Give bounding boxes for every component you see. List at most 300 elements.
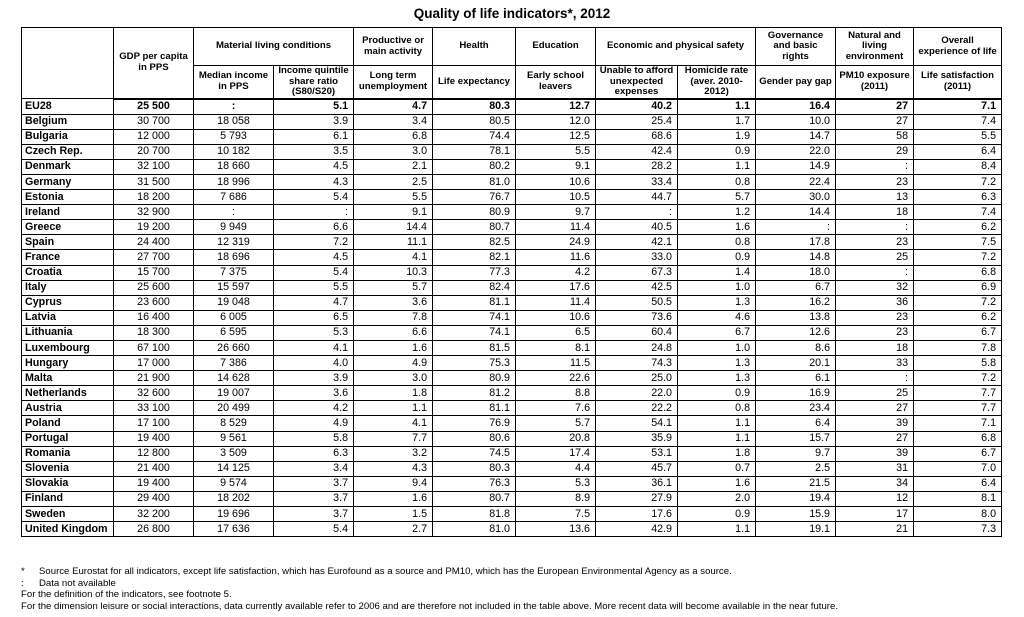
cell-unexpected-expenses: 40.5 [596, 220, 678, 235]
cell-pm10-exposure: 36 [836, 295, 914, 310]
cell-homicide-rate: 1.1 [678, 99, 756, 115]
cell-homicide-rate: 1.1 [678, 522, 756, 537]
cell-gdp: 19 400 [114, 476, 194, 491]
cell-country: Ireland [22, 205, 114, 220]
cell-life-expectancy: 81.1 [433, 295, 516, 310]
cell-pm10-exposure: 23 [836, 174, 914, 189]
cell-life-satisfaction: 7.4 [914, 205, 1002, 220]
cell-early-school-leavers: 11.6 [516, 250, 596, 265]
cell-life-satisfaction: 7.1 [914, 416, 1002, 431]
table-row [22, 325, 1002, 340]
cell-unexpected-expenses: 17.6 [596, 507, 678, 522]
cell-unexpected-expenses: 33.0 [596, 250, 678, 265]
cell-pm10-exposure: 23 [836, 325, 914, 340]
cell-life-satisfaction: 8.1 [914, 491, 1002, 506]
cell-homicide-rate: 1.8 [678, 446, 756, 461]
cell-pm10-exposure: 25 [836, 250, 914, 265]
cell-country: Spain [22, 235, 114, 250]
cell-long-term-unemployment: 5.5 [354, 190, 433, 205]
cell-long-term-unemployment: 10.3 [354, 265, 433, 280]
cell-homicide-rate: 0.7 [678, 461, 756, 476]
cell-gender-pay-gap: 19.1 [756, 522, 836, 537]
footnote-text: For the definition of the indicators, see footnote 5. [21, 589, 232, 600]
cell-quintile-ratio: 4.7 [274, 295, 354, 310]
cell-life-expectancy: 76.9 [433, 416, 516, 431]
cell-country: Poland [22, 416, 114, 431]
cell-median-income: 18 696 [194, 250, 274, 265]
cell-country: United Kingdom [22, 522, 114, 537]
table-row [22, 235, 1002, 250]
cell-pm10-exposure: 39 [836, 416, 914, 431]
cell-gdp: 32 900 [114, 205, 194, 220]
cell-early-school-leavers: 4.2 [516, 265, 596, 280]
cell-gender-pay-gap: 14.7 [756, 129, 836, 144]
cell-pm10-exposure: : [836, 159, 914, 174]
cell-life-expectancy: 81.0 [433, 174, 516, 189]
cell-median-income: 19 696 [194, 507, 274, 522]
cell-homicide-rate: 1.3 [678, 371, 756, 386]
cell-homicide-rate: 0.8 [678, 174, 756, 189]
cell-median-income: 9 574 [194, 476, 274, 491]
footnote-text: Source Eurostat for all indicators, except life satisfaction, which has Eurofound as a source and PM10, which has the European Environmental Agency as a source. [39, 566, 732, 577]
cell-median-income: 18 202 [194, 491, 274, 506]
cell-quintile-ratio: 5.4 [274, 190, 354, 205]
cell-pm10-exposure: 12 [836, 491, 914, 506]
cell-life-satisfaction: 7.7 [914, 386, 1002, 401]
cell-long-term-unemployment: 6.8 [354, 129, 433, 144]
cell-homicide-rate: 6.7 [678, 325, 756, 340]
table-row [22, 295, 1002, 310]
cell-country: Italy [22, 280, 114, 295]
cell-early-school-leavers: 17.6 [516, 280, 596, 295]
table-row [22, 265, 1002, 280]
cell-early-school-leavers: 12.7 [516, 99, 596, 115]
cell-quintile-ratio: 3.9 [274, 114, 354, 129]
cell-quintile-ratio: 5.4 [274, 265, 354, 280]
cell-gender-pay-gap: 2.5 [756, 461, 836, 476]
cell-gdp: 17 100 [114, 416, 194, 431]
table-row [22, 190, 1002, 205]
cell-unexpected-expenses: 54.1 [596, 416, 678, 431]
cell-early-school-leavers: 10.6 [516, 174, 596, 189]
cell-country: Czech Rep. [22, 144, 114, 159]
table-row [22, 416, 1002, 431]
cell-homicide-rate: 1.1 [678, 431, 756, 446]
cell-country: Malta [22, 371, 114, 386]
cell-long-term-unemployment: 2.7 [354, 522, 433, 537]
cell-quintile-ratio: 3.6 [274, 386, 354, 401]
cell-quintile-ratio: 5.8 [274, 431, 354, 446]
cell-gender-pay-gap: 14.8 [756, 250, 836, 265]
header-group-governance: Governance and basic rights [756, 28, 836, 66]
cell-unexpected-expenses: 74.3 [596, 356, 678, 371]
table-title: Quality of life indicators*, 2012 [413, 6, 611, 21]
table-row [22, 174, 1002, 189]
cell-early-school-leavers: 12.0 [516, 114, 596, 129]
cell-gender-pay-gap: 13.8 [756, 310, 836, 325]
cell-life-satisfaction: 7.2 [914, 295, 1002, 310]
cell-gender-pay-gap: 18.0 [756, 265, 836, 280]
cell-gender-pay-gap: 15.7 [756, 431, 836, 446]
cell-median-income: : [194, 205, 274, 220]
cell-country: Bulgaria [22, 129, 114, 144]
table-row [22, 220, 1002, 235]
cell-long-term-unemployment: 3.0 [354, 144, 433, 159]
cell-country: Estonia [22, 190, 114, 205]
cell-quintile-ratio: 4.5 [274, 159, 354, 174]
cell-median-income: 7 686 [194, 190, 274, 205]
cell-long-term-unemployment: 4.9 [354, 356, 433, 371]
cell-median-income: 6 595 [194, 325, 274, 340]
footnote-mark: : [21, 577, 24, 589]
cell-median-income: 7 386 [194, 356, 274, 371]
cell-unexpected-expenses: 25.4 [596, 114, 678, 129]
cell-long-term-unemployment: 2.1 [354, 159, 433, 174]
cell-gdp: 21 900 [114, 371, 194, 386]
cell-life-satisfaction: 6.9 [914, 280, 1002, 295]
cell-gdp: 25 500 [114, 99, 194, 115]
cell-quintile-ratio: 3.5 [274, 144, 354, 159]
table-header [22, 28, 1002, 99]
header-group-education: Education [516, 28, 596, 66]
header-group-health: Health [433, 28, 516, 66]
cell-gender-pay-gap: 22.0 [756, 144, 836, 159]
cell-gender-pay-gap: 14.9 [756, 159, 836, 174]
cell-life-expectancy: 74.4 [433, 129, 516, 144]
table-row [22, 129, 1002, 144]
footnote [21, 601, 1011, 613]
cell-life-expectancy: 80.9 [433, 371, 516, 386]
cell-median-income: 10 182 [194, 144, 274, 159]
table-row-eu28 [22, 99, 1002, 115]
cell-gdp: 67 100 [114, 341, 194, 356]
cell-median-income: 8 529 [194, 416, 274, 431]
cell-median-income: 9 949 [194, 220, 274, 235]
cell-early-school-leavers: 7.6 [516, 401, 596, 416]
cell-median-income: 19 007 [194, 386, 274, 401]
cell-quintile-ratio: 3.7 [274, 491, 354, 506]
cell-country: Germany [22, 174, 114, 189]
cell-pm10-exposure: 27 [836, 114, 914, 129]
cell-homicide-rate: 1.3 [678, 356, 756, 371]
cell-life-satisfaction: 7.7 [914, 401, 1002, 416]
cell-homicide-rate: 0.8 [678, 235, 756, 250]
cell-early-school-leavers: 5.7 [516, 416, 596, 431]
cell-early-school-leavers: 4.4 [516, 461, 596, 476]
cell-gdp: 30 700 [114, 114, 194, 129]
cell-gdp: 32 200 [114, 507, 194, 522]
header-homicide-rate: Homicide rate (aver. 2010-2012) [678, 66, 756, 99]
table-row [22, 144, 1002, 159]
cell-country: Finland [22, 491, 114, 506]
cell-long-term-unemployment: 14.4 [354, 220, 433, 235]
header-country [22, 28, 114, 99]
cell-life-expectancy: 80.2 [433, 159, 516, 174]
cell-long-term-unemployment: 11.1 [354, 235, 433, 250]
cell-pm10-exposure: 25 [836, 386, 914, 401]
footnote [21, 589, 1011, 601]
cell-life-expectancy: 80.5 [433, 114, 516, 129]
cell-median-income: 26 660 [194, 341, 274, 356]
cell-long-term-unemployment: 1.6 [354, 491, 433, 506]
cell-early-school-leavers: 11.5 [516, 356, 596, 371]
header-long-term-unemployment: Long term unemployment [354, 66, 433, 99]
cell-country: Netherlands [22, 386, 114, 401]
cell-long-term-unemployment: 4.7 [354, 99, 433, 115]
cell-quintile-ratio: 6.3 [274, 446, 354, 461]
header-early-school-leavers: Early school leavers [516, 66, 596, 99]
cell-life-expectancy: 75.3 [433, 356, 516, 371]
cell-country: France [22, 250, 114, 265]
cell-unexpected-expenses: 67.3 [596, 265, 678, 280]
cell-life-expectancy: 82.5 [433, 235, 516, 250]
cell-pm10-exposure: 29 [836, 144, 914, 159]
cell-unexpected-expenses: 42.4 [596, 144, 678, 159]
table-row [22, 159, 1002, 174]
cell-pm10-exposure: 58 [836, 129, 914, 144]
footnotes [21, 566, 1011, 612]
cell-quintile-ratio: 5.1 [274, 99, 354, 115]
cell-median-income: 5 793 [194, 129, 274, 144]
cell-gender-pay-gap: 23.4 [756, 401, 836, 416]
cell-early-school-leavers: 10.6 [516, 310, 596, 325]
cell-homicide-rate: 0.9 [678, 144, 756, 159]
cell-unexpected-expenses: 40.2 [596, 99, 678, 115]
cell-pm10-exposure: 32 [836, 280, 914, 295]
cell-homicide-rate: 1.6 [678, 220, 756, 235]
quality-of-life-table [21, 27, 1002, 537]
cell-pm10-exposure: 33 [836, 356, 914, 371]
table-row [22, 250, 1002, 265]
cell-quintile-ratio: 6.5 [274, 310, 354, 325]
cell-homicide-rate: 4.6 [678, 310, 756, 325]
cell-life-satisfaction: 6.3 [914, 190, 1002, 205]
cell-median-income: 9 561 [194, 431, 274, 446]
cell-unexpected-expenses: 73.6 [596, 310, 678, 325]
cell-early-school-leavers: 20.8 [516, 431, 596, 446]
cell-early-school-leavers: 11.4 [516, 295, 596, 310]
table-row [22, 341, 1002, 356]
cell-gdp: 32 600 [114, 386, 194, 401]
cell-long-term-unemployment: 1.8 [354, 386, 433, 401]
cell-life-expectancy: 80.6 [433, 431, 516, 446]
cell-unexpected-expenses: 33.4 [596, 174, 678, 189]
cell-gender-pay-gap: 8.6 [756, 341, 836, 356]
cell-life-expectancy: 80.9 [433, 205, 516, 220]
header-gdp: GDP per capita in PPS [114, 28, 194, 99]
header-group-natural: Natural and living environment [836, 28, 914, 66]
cell-life-expectancy: 82.1 [433, 250, 516, 265]
cell-quintile-ratio: 3.4 [274, 461, 354, 476]
cell-unexpected-expenses: 60.4 [596, 325, 678, 340]
cell-life-expectancy: 81.2 [433, 386, 516, 401]
cell-country: Luxembourg [22, 341, 114, 356]
cell-country: EU28 [22, 99, 114, 115]
cell-gender-pay-gap: 30.0 [756, 190, 836, 205]
cell-homicide-rate: 1.6 [678, 476, 756, 491]
cell-gdp: 20 700 [114, 144, 194, 159]
cell-life-expectancy: 74.1 [433, 325, 516, 340]
cell-country: Hungary [22, 356, 114, 371]
cell-country: Austria [22, 401, 114, 416]
cell-homicide-rate: 1.3 [678, 295, 756, 310]
cell-median-income: 18 058 [194, 114, 274, 129]
cell-gender-pay-gap: 16.4 [756, 99, 836, 115]
cell-pm10-exposure: 13 [836, 190, 914, 205]
cell-homicide-rate: 1.0 [678, 341, 756, 356]
cell-unexpected-expenses: 22.0 [596, 386, 678, 401]
cell-median-income: 14 628 [194, 371, 274, 386]
cell-pm10-exposure: 23 [836, 235, 914, 250]
cell-long-term-unemployment: 4.1 [354, 250, 433, 265]
footnote-text: For the dimension leisure or social interactions, data currently available refer to 2006 and are therefore not included in the table above. More recent data will become available in the near future. [21, 600, 839, 612]
cell-life-satisfaction: 6.2 [914, 220, 1002, 235]
header-life-satisfaction: Life satisfaction (2011) [914, 66, 1002, 99]
cell-gdp: 19 200 [114, 220, 194, 235]
cell-pm10-exposure: 21 [836, 522, 914, 537]
cell-life-satisfaction: 6.7 [914, 325, 1002, 340]
cell-homicide-rate: 0.9 [678, 507, 756, 522]
table-body [22, 99, 1002, 537]
cell-long-term-unemployment: 1.1 [354, 401, 433, 416]
table-row [22, 371, 1002, 386]
cell-life-expectancy: 77.3 [433, 265, 516, 280]
cell-life-satisfaction: 7.2 [914, 250, 1002, 265]
header-group-productive: Productive or main activity [354, 28, 433, 66]
header-unexpected-expenses: Unable to afford unexpected expenses [596, 66, 678, 99]
cell-quintile-ratio: 4.1 [274, 341, 354, 356]
cell-long-term-unemployment: 1.6 [354, 341, 433, 356]
cell-gender-pay-gap: 14.4 [756, 205, 836, 220]
cell-gender-pay-gap: 6.7 [756, 280, 836, 295]
cell-life-satisfaction: 7.2 [914, 174, 1002, 189]
cell-life-satisfaction: 6.8 [914, 431, 1002, 446]
table-row [22, 507, 1002, 522]
cell-life-expectancy: 80.7 [433, 220, 516, 235]
cell-quintile-ratio: 4.5 [274, 250, 354, 265]
cell-gender-pay-gap: 22.4 [756, 174, 836, 189]
cell-unexpected-expenses: 50.5 [596, 295, 678, 310]
table-row [22, 491, 1002, 506]
cell-quintile-ratio: 4.9 [274, 416, 354, 431]
cell-long-term-unemployment: 4.3 [354, 461, 433, 476]
cell-gdp: 33 100 [114, 401, 194, 416]
table-row [22, 310, 1002, 325]
cell-quintile-ratio: : [274, 205, 354, 220]
cell-long-term-unemployment: 1.5 [354, 507, 433, 522]
cell-gdp: 12 800 [114, 446, 194, 461]
header-median-income: Median income in PPS [194, 66, 274, 99]
cell-life-satisfaction: 5.8 [914, 356, 1002, 371]
table-row [22, 461, 1002, 476]
cell-early-school-leavers: 12.5 [516, 129, 596, 144]
cell-unexpected-expenses: 42.1 [596, 235, 678, 250]
cell-early-school-leavers: 11.4 [516, 220, 596, 235]
cell-early-school-leavers: 22.6 [516, 371, 596, 386]
header-quintile-ratio: Income quintile share ratio (S80/S20) [274, 66, 354, 99]
cell-long-term-unemployment: 3.0 [354, 371, 433, 386]
cell-quintile-ratio: 5.5 [274, 280, 354, 295]
cell-life-expectancy: 80.3 [433, 99, 516, 115]
cell-gender-pay-gap: 19.4 [756, 491, 836, 506]
table-row [22, 114, 1002, 129]
cell-unexpected-expenses: 44.7 [596, 190, 678, 205]
footnote [21, 578, 1011, 590]
cell-life-satisfaction: 8.4 [914, 159, 1002, 174]
cell-life-satisfaction: 6.2 [914, 310, 1002, 325]
cell-life-satisfaction: 5.5 [914, 129, 1002, 144]
cell-gender-pay-gap: 17.8 [756, 235, 836, 250]
cell-pm10-exposure: 17 [836, 507, 914, 522]
cell-gender-pay-gap: 12.6 [756, 325, 836, 340]
cell-unexpected-expenses: 45.7 [596, 461, 678, 476]
cell-gender-pay-gap: : [756, 220, 836, 235]
cell-pm10-exposure: 27 [836, 99, 914, 115]
cell-long-term-unemployment: 3.6 [354, 295, 433, 310]
header-pm10-exposure: PM10 exposure (2011) [836, 66, 914, 99]
cell-life-satisfaction: 6.7 [914, 446, 1002, 461]
cell-life-expectancy: 80.7 [433, 491, 516, 506]
cell-quintile-ratio: 4.3 [274, 174, 354, 189]
cell-life-satisfaction: 8.0 [914, 507, 1002, 522]
cell-gdp: 19 400 [114, 431, 194, 446]
cell-country: Slovenia [22, 461, 114, 476]
cell-life-satisfaction: 6.4 [914, 476, 1002, 491]
cell-long-term-unemployment: 6.6 [354, 325, 433, 340]
cell-gdp: 31 500 [114, 174, 194, 189]
cell-life-expectancy: 81.8 [433, 507, 516, 522]
table-row [22, 431, 1002, 446]
cell-country: Cyprus [22, 295, 114, 310]
cell-quintile-ratio: 5.3 [274, 325, 354, 340]
cell-country: Portugal [22, 431, 114, 446]
cell-early-school-leavers: 9.7 [516, 205, 596, 220]
header-group-overall: Overall experience of life [914, 28, 1002, 66]
cell-gdp: 17 000 [114, 356, 194, 371]
cell-quintile-ratio: 4.0 [274, 356, 354, 371]
header-gender-pay-gap: Gender pay gap [756, 66, 836, 99]
cell-unexpected-expenses: 68.6 [596, 129, 678, 144]
table-row [22, 386, 1002, 401]
cell-gdp: 23 600 [114, 295, 194, 310]
cell-country: Belgium [22, 114, 114, 129]
cell-unexpected-expenses: 42.9 [596, 522, 678, 537]
cell-pm10-exposure: 23 [836, 310, 914, 325]
cell-long-term-unemployment: 9.4 [354, 476, 433, 491]
cell-median-income: 20 499 [194, 401, 274, 416]
cell-homicide-rate: 1.1 [678, 416, 756, 431]
cell-long-term-unemployment: 2.5 [354, 174, 433, 189]
cell-life-satisfaction: 7.5 [914, 235, 1002, 250]
cell-life-satisfaction: 7.3 [914, 522, 1002, 537]
cell-life-expectancy: 81.5 [433, 341, 516, 356]
cell-median-income: 15 597 [194, 280, 274, 295]
cell-quintile-ratio: 5.4 [274, 522, 354, 537]
cell-country: Latvia [22, 310, 114, 325]
cell-homicide-rate: 0.9 [678, 386, 756, 401]
cell-gdp: 15 700 [114, 265, 194, 280]
cell-median-income: 18 996 [194, 174, 274, 189]
cell-early-school-leavers: 5.3 [516, 476, 596, 491]
cell-country: Sweden [22, 507, 114, 522]
cell-gender-pay-gap: 6.1 [756, 371, 836, 386]
cell-gender-pay-gap: 9.7 [756, 446, 836, 461]
cell-country: Romania [22, 446, 114, 461]
cell-pm10-exposure: 18 [836, 205, 914, 220]
cell-pm10-exposure: : [836, 265, 914, 280]
cell-early-school-leavers: 17.4 [516, 446, 596, 461]
cell-country: Greece [22, 220, 114, 235]
